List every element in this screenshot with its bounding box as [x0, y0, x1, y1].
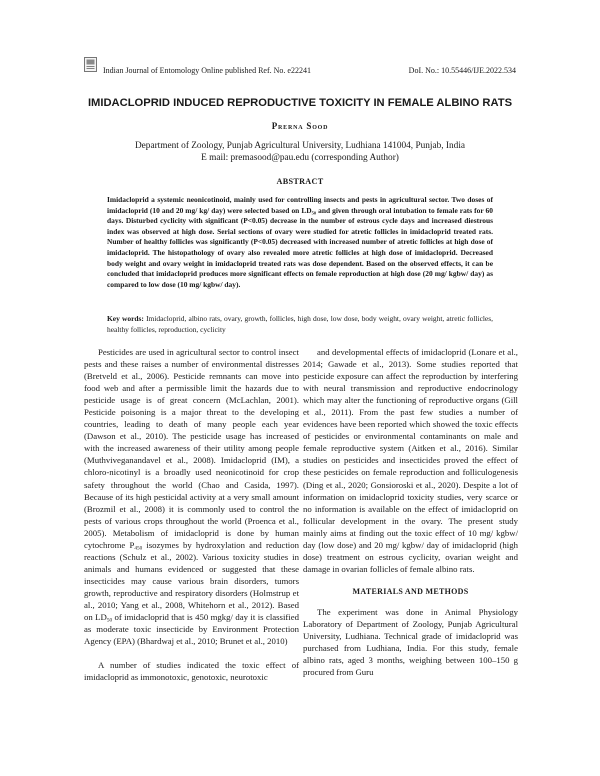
- abstract-text-part: Imidacloprid a systemic neonicotinoid, mainly used for controlling insects and pests in agricultural sector. Two doses of imidacloprid (10 and 20 mg/ kg/ day) were selected based on LD: [107, 195, 493, 215]
- right-column: [303, 346, 518, 678]
- p450-subscript: 450: [134, 545, 143, 552]
- affiliation-department: Department of Zoology, Punjab Agricultural University, Ludhiana 141004, Punjab, India: [134, 141, 466, 151]
- body-paragraph: [84, 346, 299, 647]
- abstract-text-part: and given through oral intubation to female rats for 60 days. Disturbed cyclicity with significant (P<0.05) decrease in the number of estrous cycle days and increased diestrous index was observed at high dose. Serial sections of ovary were studied for atretic follicles in imidacloprid treated rats. Number of healthy follicles was significantly (P<0.05) decreased with increased number of atretic follicles at high dose of imidacloprid. The histopathology of ovary also revealed more atretic follicles at high dose of imidacloprid. Decreased body weight and ovary weight in imidacloprid treated rats was dose dependent. Based on the observed effects, it can be concluded that imidacloprid produces more significant effects on female reproduction at high dose (20 mg/ kgbw/ day) as compared to low dose (10 mg/ kgbw/ day).: [107, 205, 493, 289]
- paragraph-text: Pesticides are used in agricultural sector to control insect pests and these raises a number of environmental distresses (Bretveld et al., 2006). Pesticide remnants can move into food web and after a permissible limit the hazards due to pesticide usage is of great concern (McLachlan, 2001). Pesticide poisoning is a major threat to the developing countries, leading to death of many people each year (Dawson et al., 2010). The pesticide usage has increased with the increased awareness of their utility among people (Muthviveganandavel et al., 2008). Imidacloprid (IM), a chloro-nicotinyl is a broadly used neonicotinoid for crop safety throughout the world (Chao and Casida, 1997). Because of its high pesticidal activity at a very small amount (Brozmil et al., 2008) it is commonly used to control the pests of various crops throughout the world (Proenca et al., 2005). Metabolism of imidacloprid is done by human cytochrome P: [84, 347, 299, 550]
- affiliation-email: E mail: premasood@pau.edu (corresponding Author): [201, 153, 399, 163]
- abstract-heading: ABSTRACT: [276, 177, 324, 186]
- abstract-body: [107, 195, 493, 290]
- body-paragraph: and developmental effects of imidacloprid (Lonare et al., 2014; Gawade et al., 2013). Some studies reported that pesticide exposure can affect the reproduction by interfering with neural transmission and reproductive endocrinology which may alter the functioning of reproductive organs (Gill et al., 2011). From the past few studies a number of evidences have been reported which showed the toxic effects of pesticides or environmental contaminants on male and female reproductive system (Aitken et al., 2016). Similar studies on pesticides and insecticides proved the effect of these pesticides on female reproduction and folliculogenesis (Ding et al., 2020; Gonsioroski et al., 2020). Despite a lot of information on imidacloprid toxicity studies, very scarce or no information is available on the effect of imidacloprid on follicular development in the ovary. The present study mainly aims at finding out the toxic effect of 10 mg/ kgbw/ day (low dose) and 20 mg/ kgbw/ day of imidacloprid (high dose) treatment on estrous cyclicity, ovarian weight and damage in ovarian follicles of female albino rats.: [303, 347, 518, 574]
- ld50-subscript: 50: [311, 209, 317, 215]
- ld50-subscript: 50: [106, 617, 113, 624]
- paragraph-text: isozymes by hydroxylation and reduction reactions (Schulz et al., 2002). Various toxicity studies in animals and humans evidenced or suggested that these insecticides may cause various brain disorders, tumors growth, reproductive and respiratory disorders (Holmstrup et al., 2010; Yang et al., 2008, Whitehorn et al., 2012). Based on LD: [84, 539, 299, 623]
- body-paragraph: A number of studies indicated the toxic effect of imidacloprid as immonotoxic, genotoxic, neurotoxic: [84, 660, 299, 683]
- body-paragraph: The experiment was done in Animal Physiology Laboratory of Department of Zoology, Punjab Agricultural University, Ludhiana. Technical grade of imidacloprid was purchased from Ludhiana, India. For this study, female albino rats, aged 3 months, weighing between 100–150 g procured from Guru: [303, 606, 518, 678]
- keywords-label: Key words:: [107, 314, 144, 323]
- author-name: Prerna Sood: [271, 121, 329, 131]
- keywords: [107, 314, 493, 335]
- journal-logo-icon: [84, 57, 97, 72]
- doi-number: DoI. No.: 10.55446/IJE.2022.534: [408, 66, 516, 75]
- keywords-list: Imidacloprid, albino rats, ovary, growth, follicles, high dose, low dose, body weight, ovary weight, atretic follicles, healthy follicles, reproduction, cyclicity: [107, 314, 493, 334]
- paragraph-text: of imidacloprid that is 450 mgkg/ day it is classified as moderate toxic insecticide by Environment Protection Agency (EPA) (Bhardwaj et al., 2010; Brunet et al., 2010): [84, 612, 299, 647]
- paper-title: IMIDACLOPRID INDUCED REPRODUCTIVE TOXICITY IN FEMALE ALBINO RATS: [87, 97, 513, 109]
- section-heading-materials-methods: MATERIALS AND METHODS: [352, 586, 469, 596]
- journal-reference: Indian Journal of Entomology Online published Ref. No. e22241: [103, 66, 311, 75]
- left-column: [84, 346, 299, 683]
- affiliation: [0, 140, 600, 164]
